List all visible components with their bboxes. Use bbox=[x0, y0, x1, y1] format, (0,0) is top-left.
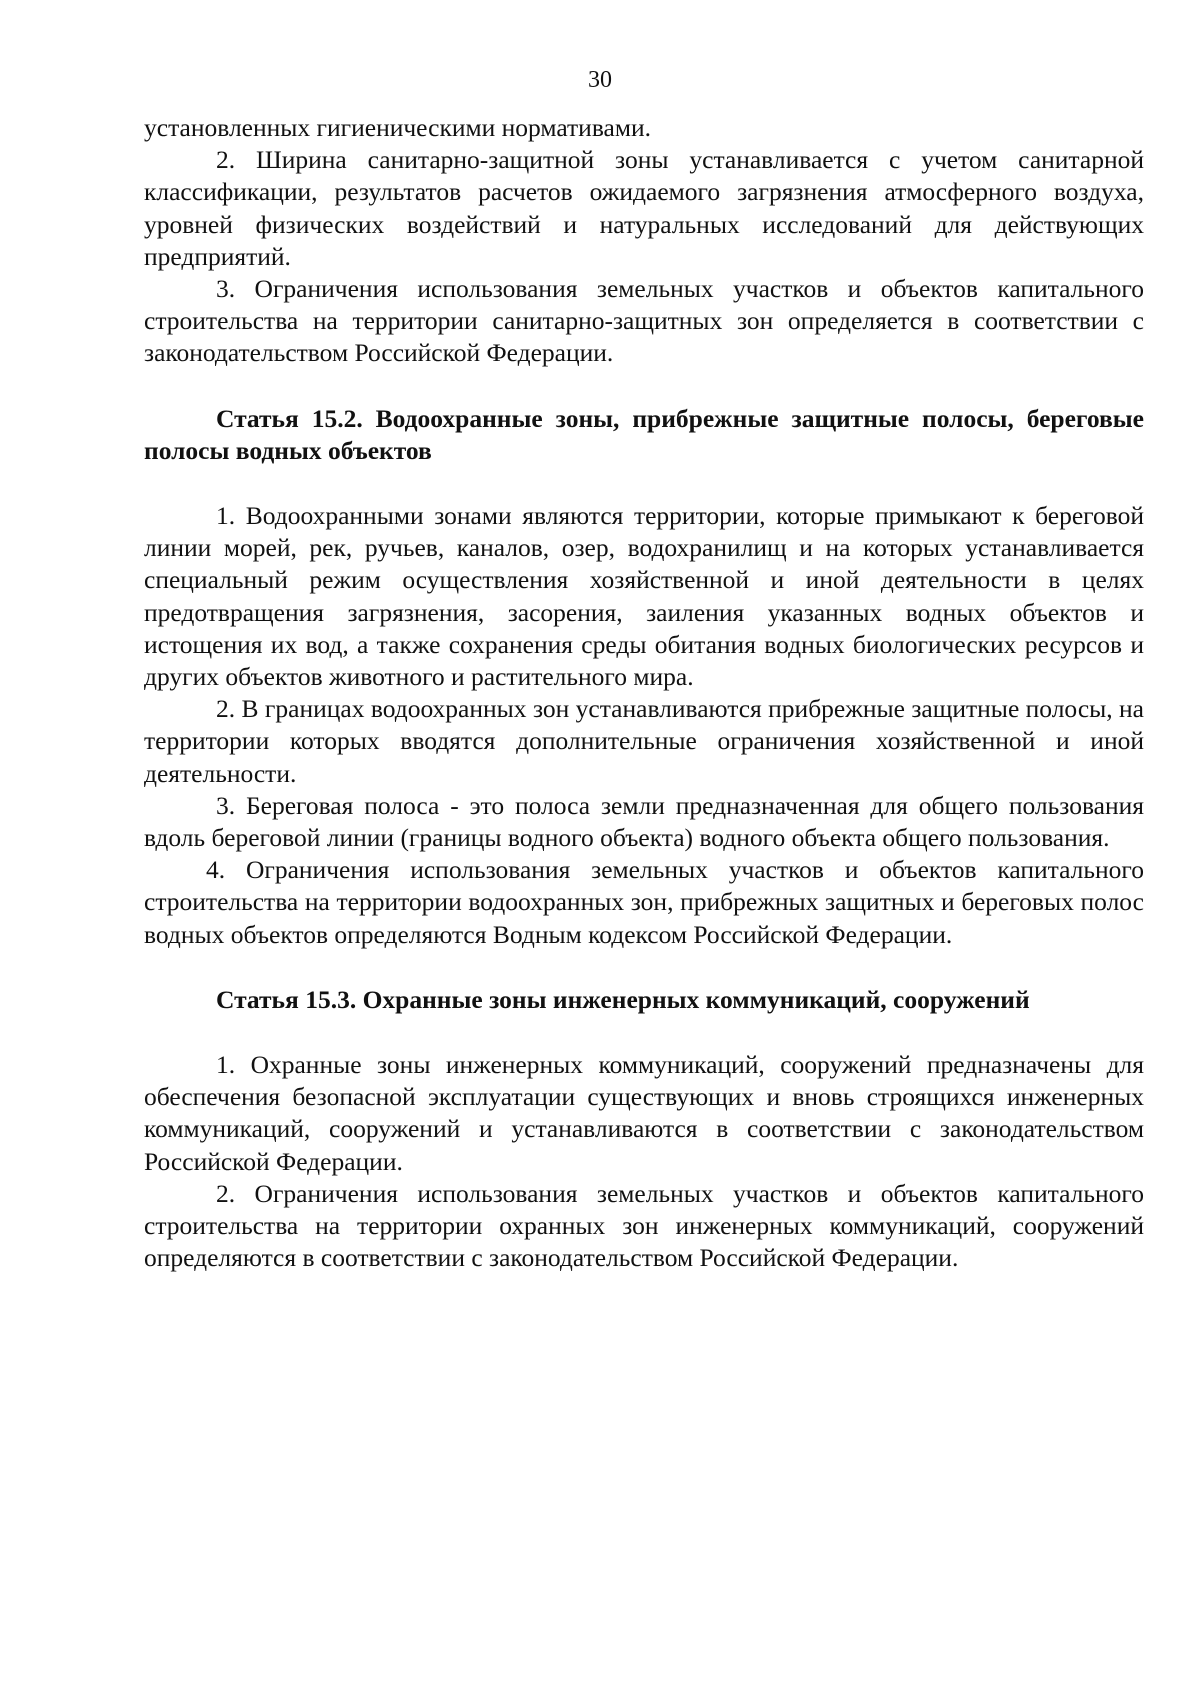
document-body bbox=[144, 112, 1144, 1275]
paragraph-water-zone-restrictions: 4. Ограничения использования земельных участков и объектов капитального строительства на территории водоохранных зон, прибрежных защитных и береговых полос водных объектов определяются Водным кодексом Российской Федерации. bbox=[144, 855, 1144, 949]
spacer bbox=[144, 467, 1144, 500]
paragraph-water-protection-zones: 1. Водоохранными зонами являются территории, которые примыкают к береговой линии морей, рек, ручьев, каналов, озер, водохранилищ и на которых устанавливается специальный режим осуществления хозяйственной и иной деятельности в целях предотвращения загрязнения, засорения, заиления указанных водных объектов и истощения их вод, а также сохранения среды обитания водных биологических ресурсов и других объектов животного и растительного мира. bbox=[144, 501, 1144, 692]
spacer bbox=[144, 370, 1144, 403]
paragraph-continuation: установленных гигиеническими нормативами. bbox=[144, 113, 651, 142]
article-heading-15-2: Статья 15.2. Водоохранные зоны, прибрежные защитные полосы, береговые полосы водных объектов bbox=[144, 403, 1144, 465]
paragraph-engineering-protection-zones: 1. Охранные зоны инженерных коммуникаций, сооружений предназначены для обеспечения безопасной эксплуатации существующих и вновь строящихся инженерных коммуникаций, сооружений и устанавливаются в соответствии с законодательством Российской Федерации. bbox=[144, 1050, 1144, 1176]
paragraph-coastal-protective-strips: 2. В границах водоохранных зон устанавливаются прибрежные защитные полосы, на территории которых вводятся дополнительные ограничения хозяйственной и иной деятельности. bbox=[144, 694, 1144, 788]
page-number: 30 bbox=[588, 67, 612, 93]
spacer bbox=[144, 951, 1144, 984]
paragraph-engineering-zone-restrictions: 2. Ограничения использования земельных участков и объектов капитального строительства на территории охранных зон инженерных коммуникаций, сооружений определяются в соответствии с законодательством Российской Федерации. bbox=[144, 1178, 1144, 1273]
paragraph-shoreline-strip: 3. Береговая полоса - это полоса земли предназначенная для общего пользования вдоль береговой линии (границы водного объекта) водного объекта общего пользования. bbox=[144, 790, 1144, 853]
paragraph-sanitary-zone-width: 2. Ширина санитарно-защитной зоны устанавливается с учетом санитарной классификации, результатов расчетов ожидаемого загрязнения атмосферного воздуха, уровней физических воздействий и натуральных исследований для действующих предприятий. bbox=[144, 145, 1144, 271]
article-heading-15-3: Статья 15.3. Охранные зоны инженерных коммуникаций, сооружений bbox=[216, 984, 1030, 1014]
spacer bbox=[144, 1016, 1144, 1049]
paragraph-sanitary-zone-restrictions: 3. Ограничения использования земельных участков и объектов капитального строительства на территории санитарно-защитных зон определяется в соответствии с законодательством Российской Федерации. bbox=[144, 274, 1144, 368]
